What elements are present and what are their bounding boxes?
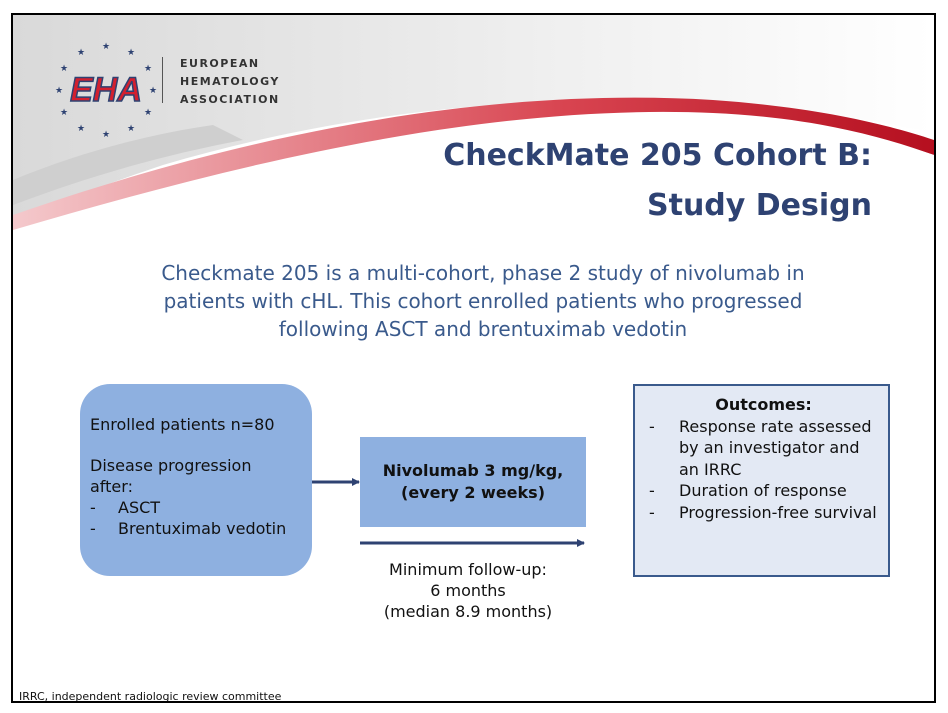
intro-text: [53, 259, 913, 343]
svg-text:★: ★: [143, 108, 153, 118]
org-line: HEMATOLOGY: [180, 75, 280, 88]
followup-line: 6 months: [430, 581, 506, 600]
bullet-dash: -: [649, 481, 655, 500]
title-line: Study Design: [647, 188, 872, 223]
footnote: IRRC, independent radiologic review committee: [19, 690, 282, 703]
intro-line: patients with cHL. This cohort enrolled patients who progressed: [163, 289, 803, 313]
list-item-text: Progression-free survival: [679, 502, 877, 522]
svg-text:★: ★: [59, 64, 69, 74]
intro-line: following ASCT and brentuximab vedotin: [278, 317, 688, 341]
logo-divider: [162, 57, 163, 103]
followup-line: Minimum follow-up:: [389, 560, 547, 579]
svg-text:★: ★: [54, 86, 64, 96]
list-item-text: Response rate assessed by an investigator and an IRRC: [679, 416, 872, 479]
eha-logo: [41, 39, 171, 139]
list-item: [649, 480, 878, 502]
list-item-text: Duration of response: [679, 481, 847, 500]
svg-text:★: ★: [126, 48, 136, 58]
progression-label: after:: [90, 477, 133, 496]
treatment-schedule: (every 2 weeks): [401, 483, 545, 502]
svg-text:★: ★: [76, 124, 86, 134]
intro-line: Checkmate 205 is a multi-cohort, phase 2 study of nivolumab in: [161, 261, 805, 285]
bullet-dash: -: [90, 498, 96, 517]
treatment-dose: Nivolumab 3 mg/kg,: [382, 461, 564, 480]
list-item: [90, 497, 302, 518]
slide: [11, 13, 936, 703]
svg-text:★: ★: [126, 124, 136, 134]
enrolled-count: Enrolled patients n=80: [90, 415, 275, 434]
outcomes-box: [633, 384, 890, 577]
list-item: [649, 502, 878, 524]
svg-text:★: ★: [101, 42, 111, 52]
outcomes-heading: Outcomes:: [715, 395, 812, 414]
svg-text:★: ★: [76, 48, 86, 58]
svg-text:★: ★: [143, 64, 153, 74]
list-item-text: Brentuximab vedotin: [118, 519, 287, 538]
list-item: [90, 518, 302, 539]
followup-text: [353, 559, 583, 622]
slide-title: [443, 131, 872, 231]
bullet-dash: -: [649, 416, 655, 436]
org-line: ASSOCIATION: [180, 93, 280, 106]
followup-line: (median 8.9 months): [383, 602, 553, 621]
logo-lettering: EHA: [70, 71, 142, 109]
title-line: CheckMate 205 Cohort B:: [443, 138, 872, 173]
enrolled-patients-box: [80, 384, 312, 576]
svg-text:★: ★: [59, 108, 69, 118]
progression-label: Disease progression: [90, 456, 252, 475]
bullet-dash: -: [649, 502, 655, 522]
bullet-dash: -: [90, 519, 96, 538]
treatment-box: [360, 437, 586, 527]
list-item: [649, 416, 878, 481]
org-line: EUROPEAN: [180, 57, 260, 70]
svg-text:★: ★: [148, 86, 158, 96]
org-name: [180, 55, 280, 109]
svg-text:★: ★: [101, 130, 111, 139]
list-item-text: ASCT: [118, 498, 161, 517]
